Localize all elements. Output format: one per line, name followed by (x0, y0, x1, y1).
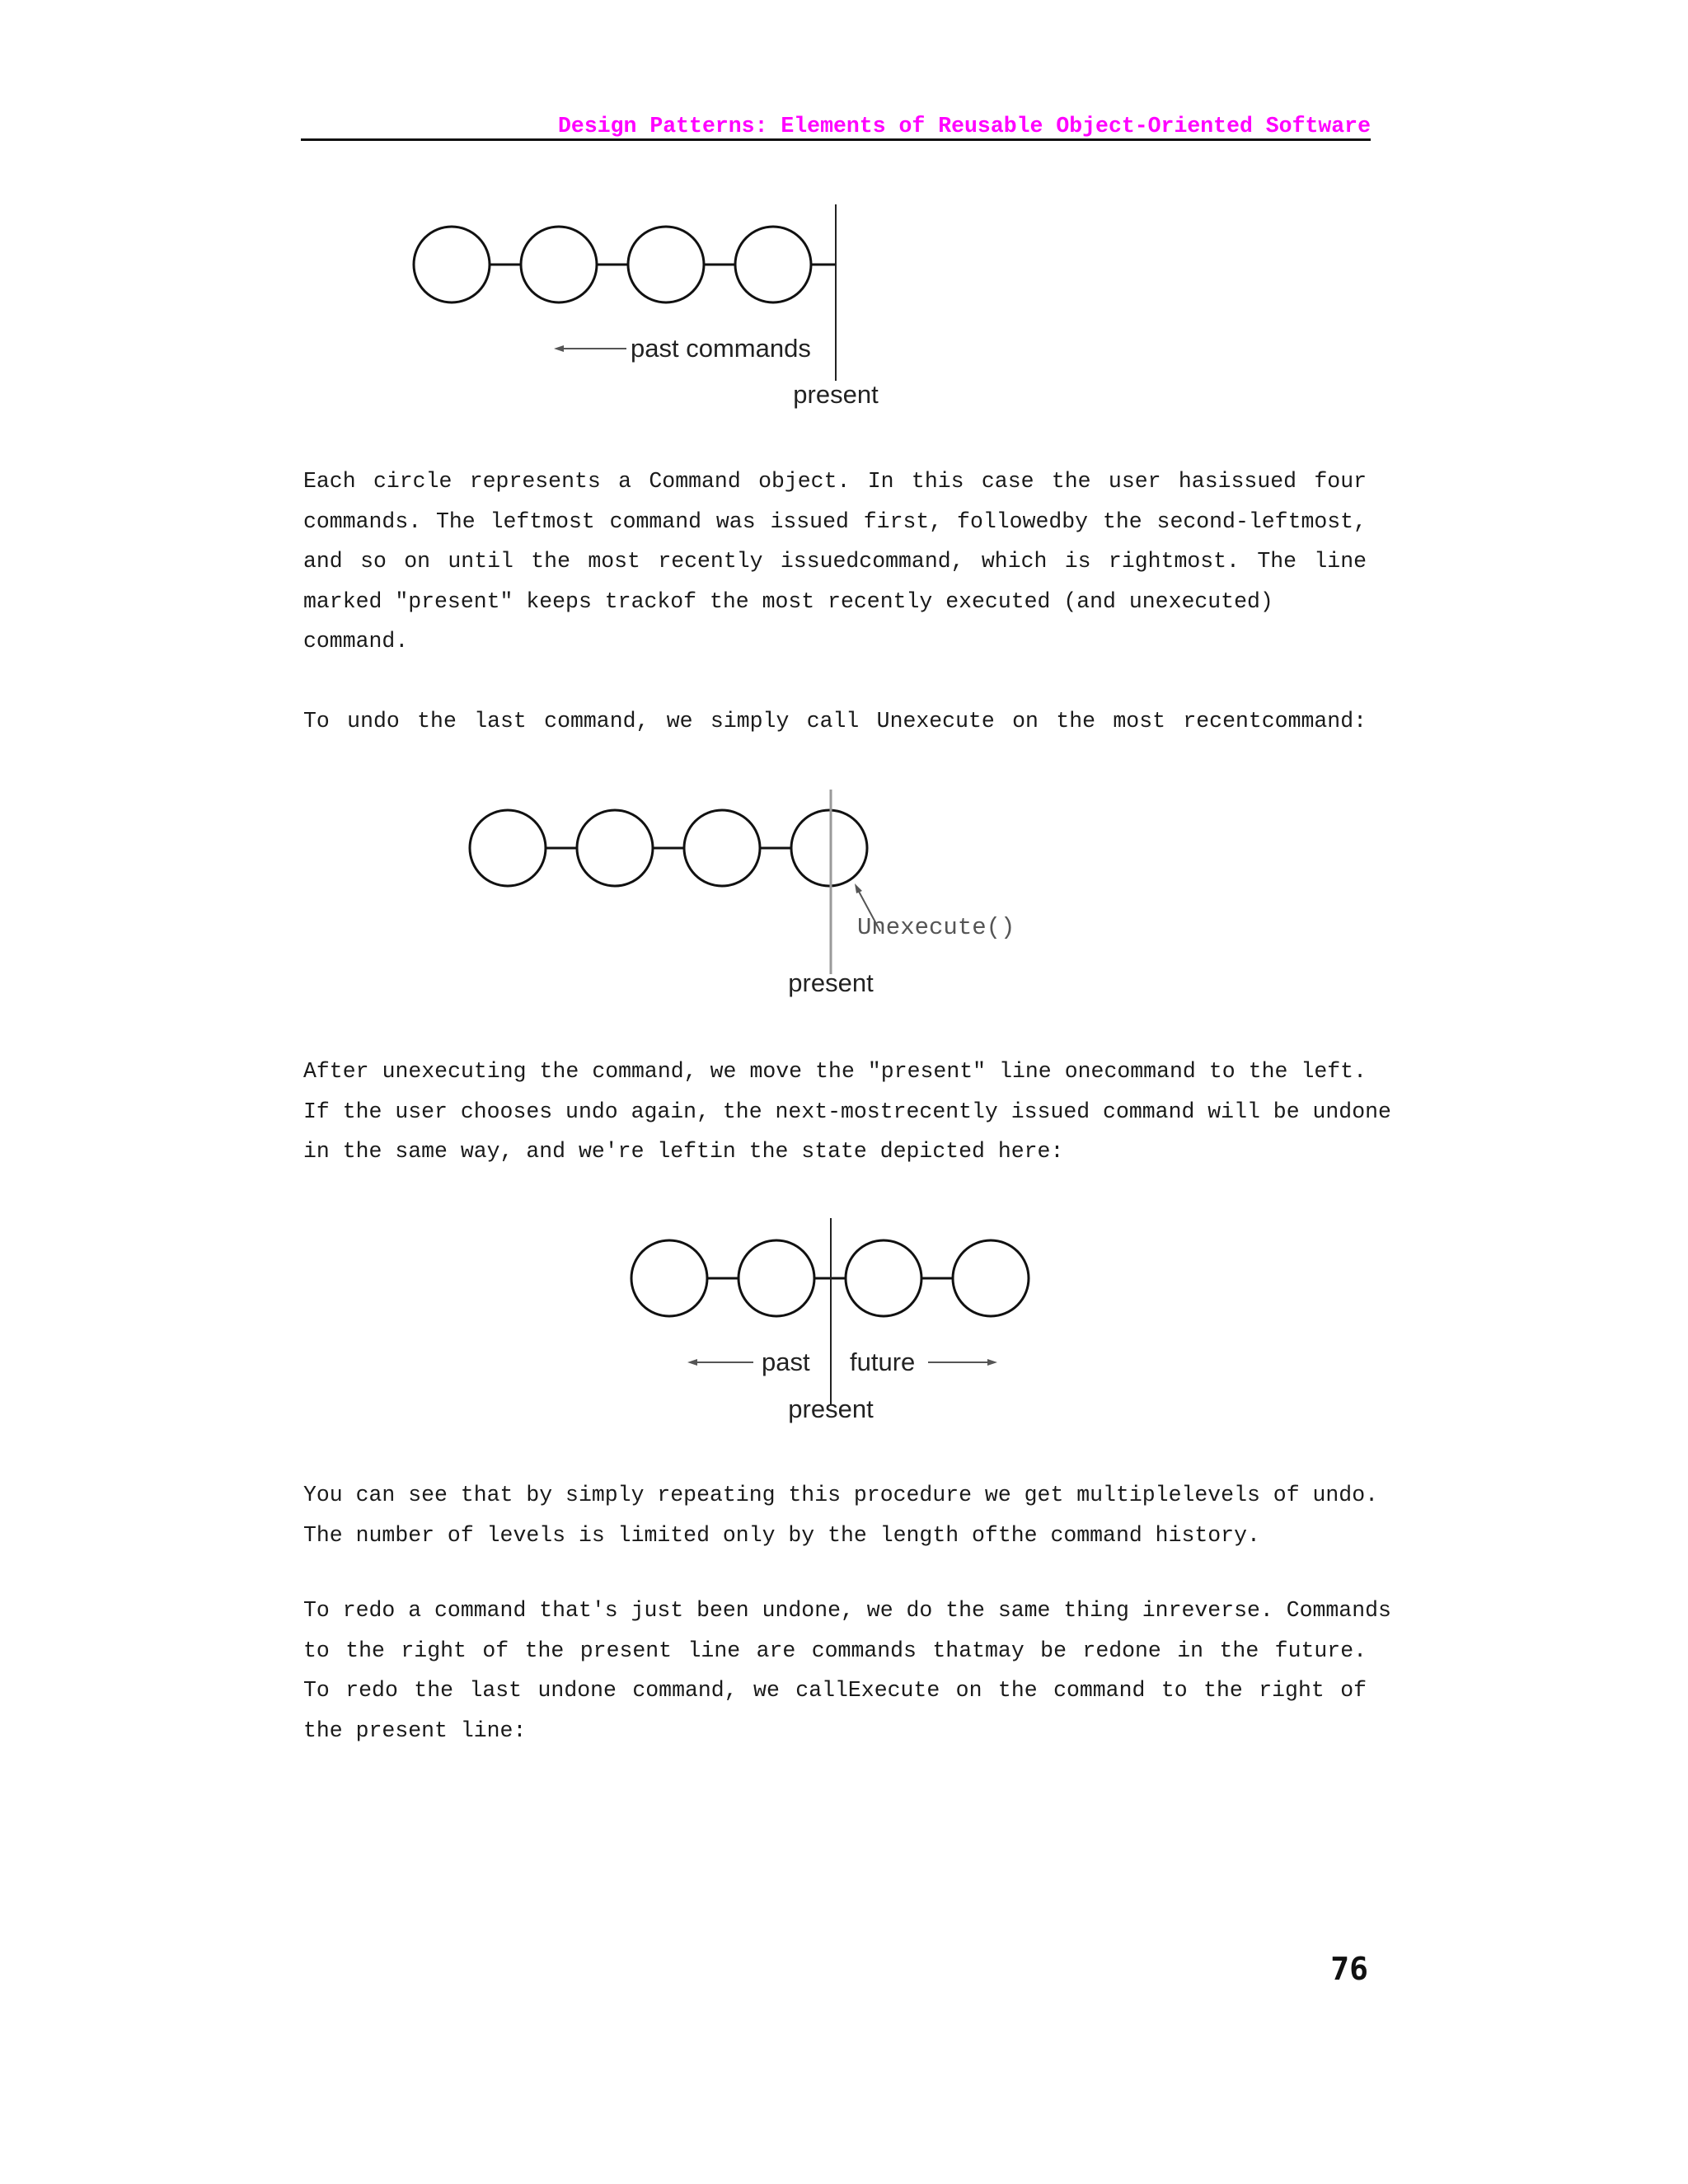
present-label: present (788, 968, 874, 997)
command-circle (846, 1240, 921, 1316)
arrow-head-icon (987, 1359, 997, 1366)
text-line: To redo the last undone command, we callExecute on the command to the right of (303, 1678, 1367, 1703)
figure-unexecute (0, 783, 1688, 1014)
text-line: To redo a command that's just been undone, we do the same thing inreverse. Commands (303, 1598, 1391, 1623)
command-circle (631, 1240, 707, 1316)
text-line: After unexecuting the command, we move the "present" line onecommand to the left. (303, 1059, 1367, 1084)
command-circle (953, 1240, 1029, 1316)
figure-past-future-diagram (0, 1212, 1688, 1442)
text-line: The number of levels is limited only by the length ofthe command history. (303, 1522, 1260, 1548)
figure-unexecute-diagram (0, 783, 1688, 1014)
command-circle (628, 227, 704, 302)
page-number: 76 (1330, 1951, 1368, 1987)
command-circle (684, 810, 760, 886)
paragraph-multilevel-undo (303, 1475, 1379, 1555)
text-line: command. (303, 629, 409, 654)
text-line: in the same way, and we're leftin the state depicted here: (303, 1139, 1064, 1164)
text-line: marked "present" keeps trackof the most recently executed (and unexecuted) (303, 588, 1273, 614)
text-line: commands. The leftmost command was issued first, followedby the second-leftmost, (303, 509, 1367, 534)
text-line: to the right of the present line are commands thatmay be redone in the future. (303, 1638, 1367, 1663)
paragraph-redo (303, 1591, 1391, 1750)
figure-past-commands (0, 198, 1688, 420)
command-circle (470, 810, 546, 886)
present-label: present (788, 1394, 874, 1423)
header-rule (301, 138, 1371, 141)
paragraph-after-unexecute (303, 1052, 1391, 1172)
text-line: If the user chooses undo again, the next-mostrecently issued command will be undone (303, 1099, 1391, 1124)
arrow-head-icon (687, 1359, 697, 1366)
text-line: To undo the last command, we simply call Unexecute on the most recentcommand: (303, 709, 1367, 733)
arrow-head-icon (554, 345, 564, 352)
past-label: past (762, 1347, 810, 1376)
paragraph-circle-explanation (303, 462, 1367, 662)
text-line: Each circle represents a Command object. In this case the user hasissued four (303, 469, 1367, 494)
present-label: present (793, 380, 879, 409)
command-circle (577, 810, 653, 886)
command-circle (521, 227, 597, 302)
command-circle (791, 810, 867, 886)
unexecute-label: Unexecute() (857, 914, 1015, 941)
figure-past-future (0, 1212, 1688, 1442)
figure-past-commands-diagram (0, 198, 1688, 420)
text-line: and so on until the most recently issuedcommand, which is rightmost. The line (303, 549, 1367, 574)
command-circle (414, 227, 490, 302)
command-circle (735, 227, 811, 302)
future-label: future (850, 1347, 916, 1376)
text-line: You can see that by simply repeating this procedure we get multiplelevels of undo. (303, 1483, 1379, 1507)
running-header: Design Patterns: Elements of Reusable Object-Oriented Software (558, 114, 1371, 138)
paragraph-undo-intro (303, 701, 1367, 742)
text-line: the present line: (303, 1718, 527, 1743)
arrow-head-icon (855, 883, 862, 893)
command-circle (738, 1240, 814, 1316)
past-commands-label: past commands (631, 334, 811, 363)
